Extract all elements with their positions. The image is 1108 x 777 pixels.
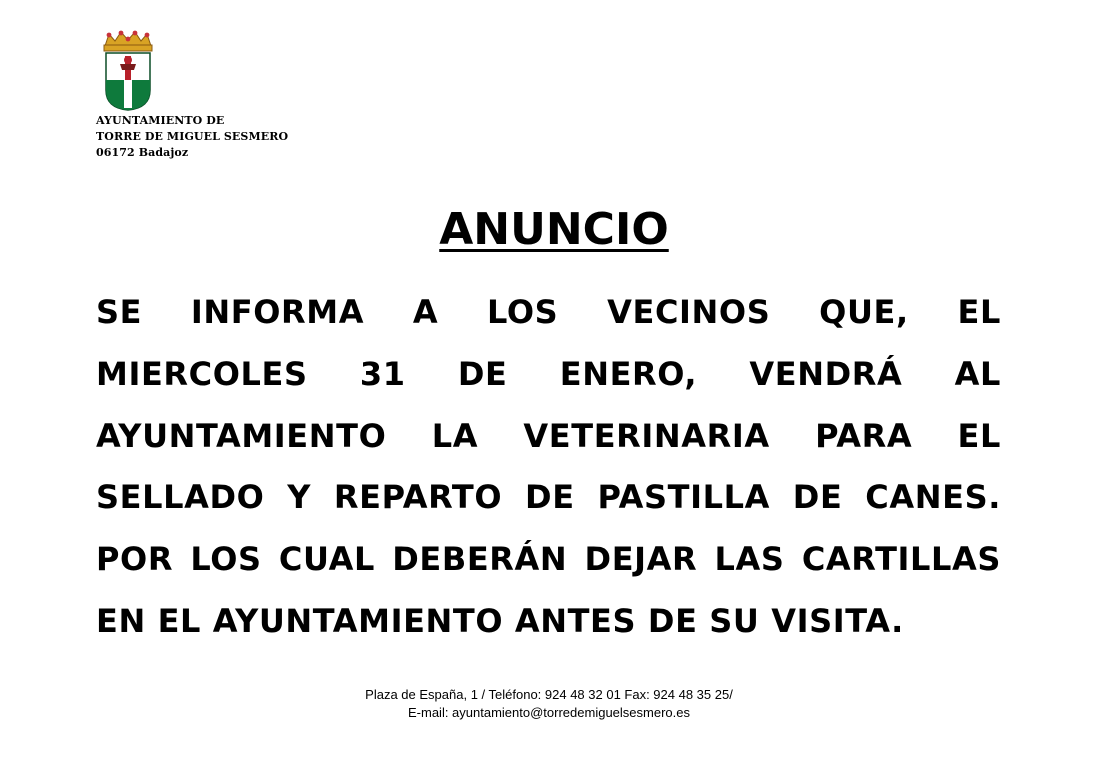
municipality-header [96,113,288,161]
org-line-name: AYUNTAMIENTO DE [96,114,225,127]
contact-footer [0,686,1098,722]
org-line-postcode: 06172 Badajoz [96,146,189,159]
coat-of-arms-icon [101,30,155,112]
footer-address: Plaza de España, 1 / Teléfono: 924 48 32 01 Fax: 924 48 35 25/ [365,687,733,702]
announcement-title [0,200,1108,260]
announcement-body: SE INFORMA A LOS VECINOS QUE, EL MIERCOLES 31 DE ENERO, VENDRÁ AL AYUNTAMIENTO LA VETERINARIA PARA EL SELLADO Y REPARTO DE PASTILLA DE CANES. POR LOS CUAL DEBERÁN DEJAR LAS CARTILLAS EN EL AYUNTAMIENTO ANTES DE SU VISITA. [96,293,1001,640]
org-line-town: TORRE DE MIGUEL SESMERO [96,130,289,143]
footer-email: E-mail: ayuntamiento@torredemiguelsesmero.es [408,705,690,720]
announcement-title-text: ANUNCIO [439,204,669,255]
